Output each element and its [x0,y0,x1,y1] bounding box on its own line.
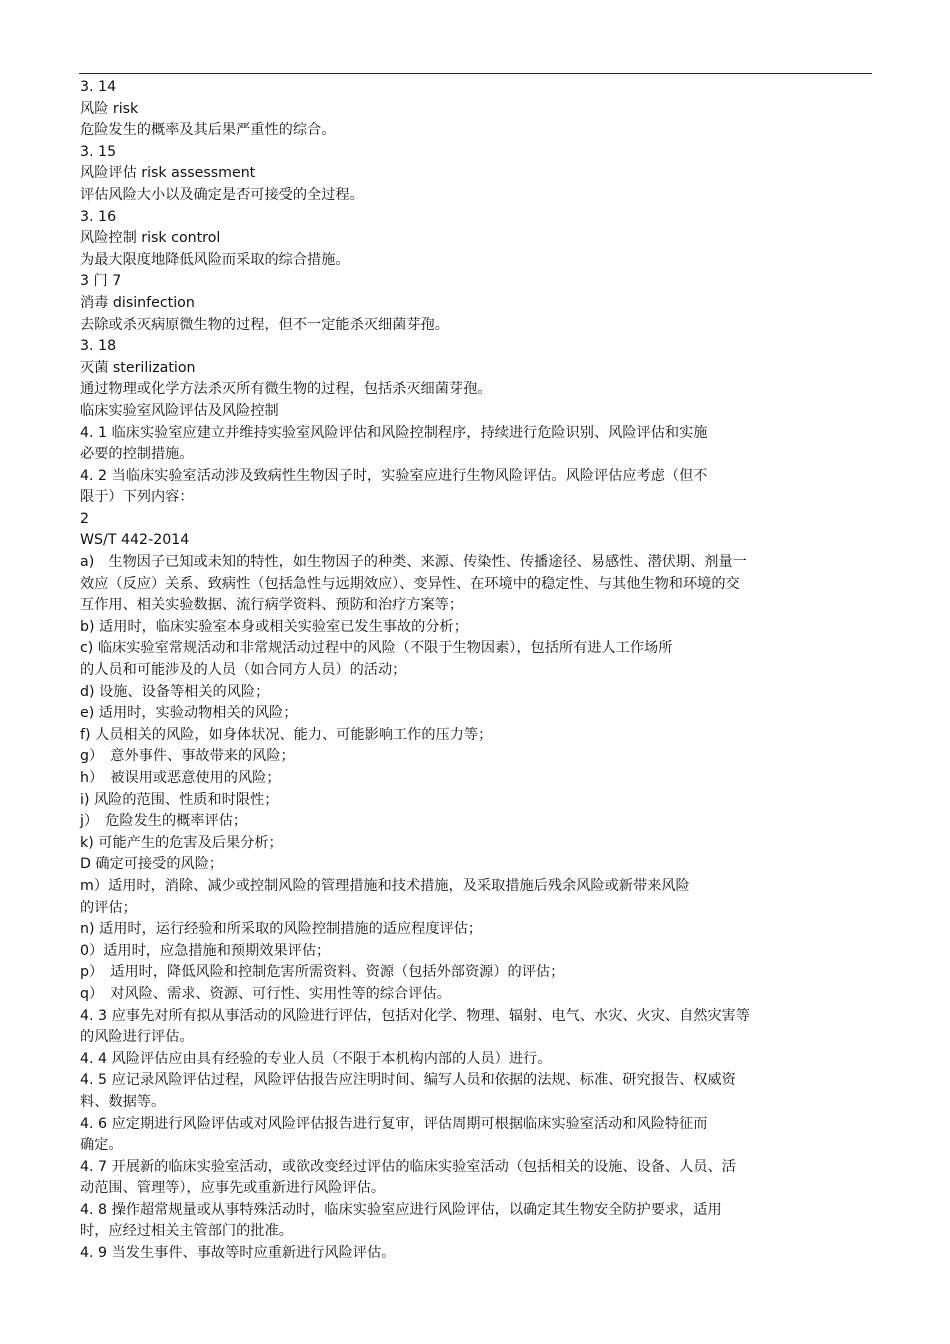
text-line: k) 可能产生的危害及后果分析； [80,834,283,851]
text-line: b) 适用时，临床实验室本身或相关实验室已发生事故的分析； [80,618,468,635]
text-line: 的风险进行评估。 [80,1029,194,1046]
text-line: 的评估； [80,899,137,916]
text-line: 去除或杀灭病原微生物的过程，但不一定能杀灭细菌芽孢。 [80,316,449,333]
text-line: j） 危险发生的概率评估； [80,813,248,830]
text-line: a) 生物因子已知或未知的特性，如生物因子的种类、来源、传染性、传播途径、易感性、潜伏期、剂量一 [80,554,747,571]
document-body [80,77,880,1265]
text-line: 为最大限度地降低风险而采取的综合措施。 [80,251,350,268]
text-line: 风险评估 risk assessment [80,165,256,182]
text-line: e) 适用时，实验动物相关的风险； [80,705,298,722]
text-line: 临床实验室风险评估及风险控制 [80,402,279,419]
text-line: 危险发生的概率及其后果严重性的综合。 [80,122,336,139]
text-line: c) 临床实验室常规活动和非常规活动过程中的风险（不限于生物因素），包括所有进人工作场所 [80,640,673,657]
text-line: 3 门 7 [80,273,122,290]
text-line: 3. 18 [80,338,117,355]
text-line: 4. 6 应定期进行风险评估或对风险评估报告进行复审，评估周期可根据临床实验室活动和风险特征而 [80,1115,708,1132]
text-line: 2 [80,510,90,527]
text-line: f) 人员相关的风险，如身体状况、能力、可能影响工作的压力等； [80,726,493,743]
text-line: q） 对风险、需求、资源、可行性、实用性等的综合评估。 [80,985,451,1002]
text-line: 的人员和可能涉及的人员（如合同方人员）的活动； [80,662,407,679]
text-line: 3. 16 [80,208,117,225]
text-line: 时，应经过相关主管部门的批准。 [80,1223,293,1240]
text-line: n) 适用时，运行经验和所采取的风险控制措施的适应程度评估； [80,921,483,938]
text-line: 灭菌 sterilization [80,359,196,376]
header-rule [79,73,872,74]
text-line: g） 意外事件、事故带来的风险； [80,748,295,765]
text-line: 风险 risk [80,100,139,117]
text-line: 动范围、管理等），应事先或重新进行风险评估。 [80,1180,386,1197]
text-line: 0）适用时，应急措施和预期效果评估； [80,942,331,959]
text-line: p） 适用时，降低风险和控制危害所需资料、资源（包括外部资源）的评估； [80,964,565,981]
text-line: 评估风险大小以及确定是否可接受的全过程。 [80,186,364,203]
text-line: 料、数据等。 [80,1093,166,1110]
text-line: 4. 8 操作超常规量或从事特殊活动时，临床实验室应进行风险评估，以确定其生物安全防护要求，适用 [80,1201,722,1218]
text-line: 4. 5 应记录风险评估过程，风险评估报告应注明时间、编写人员和依据的法规、标准、研究报告、权威资 [80,1072,736,1089]
text-line: 4. 2 当临床实验室活动涉及致病性生物因子时，实验室应进行生物风险评估。风险评估应考虑（但不 [80,467,708,484]
text-line: 4. 1 临床实验室应建立并维持实验室风险评估和风险控制程序，持续进行危险识别、风险评估和实施 [80,424,708,441]
text-line: 效应（反应）关系、致病性（包括急性与远期效应）、变异性、在环境中的稳定性、与其他生物和环境的交 [80,575,740,592]
text-line: 必要的控制措施。 [80,446,194,463]
text-line: m）适用时，消除、减少或控制风险的管理措施和技术措施，及采取措施后残余风险或新带来风险 [80,877,690,894]
text-line: h） 被误用或恶意使用的风险； [80,770,281,786]
text-line: 4. 7 开展新的临床实验室活动，或欲改变经过评估的临床实验室活动（包括相关的设施、设备、人员、活 [80,1158,736,1175]
text-line: 4. 9 当发生事件、事故等时应重新进行风险评估。 [80,1245,396,1262]
text-line: 风险控制 risk control [80,230,221,247]
text-line: 消毒 disinfection [80,294,195,311]
text-line: 确定。 [80,1137,123,1154]
text-line: 限于）下列内容： [80,489,194,506]
text-line: 互作用、相关实验数据、流行病学资料、预防和治疗方案等； [80,597,464,614]
text-line: 4. 3 应事先对所有拟从事活动的风险进行评估，包括对化学、物理、辐射、电气、水灾、火灾、自然灾害等 [80,1007,751,1024]
text-line: i) 风险的范围、性质和时限性； [80,791,279,808]
text-line: 3. 15 [80,143,117,160]
text-line: D 确定可接受的风险； [80,856,224,873]
text-line: d) 设施、设备等相关的风险； [80,683,270,700]
text-line: 通过物理或化学方法杀灭所有微生物的过程，包括杀灭细菌芽孢。 [80,381,492,398]
text-line: 4. 4 风险评估应由具有经验的专业人员（不限于本机构内部的人员）进行。 [80,1050,552,1067]
text-line: 3. 14 [80,79,117,95]
text-line: WS/T 442-2014 [80,532,190,549]
